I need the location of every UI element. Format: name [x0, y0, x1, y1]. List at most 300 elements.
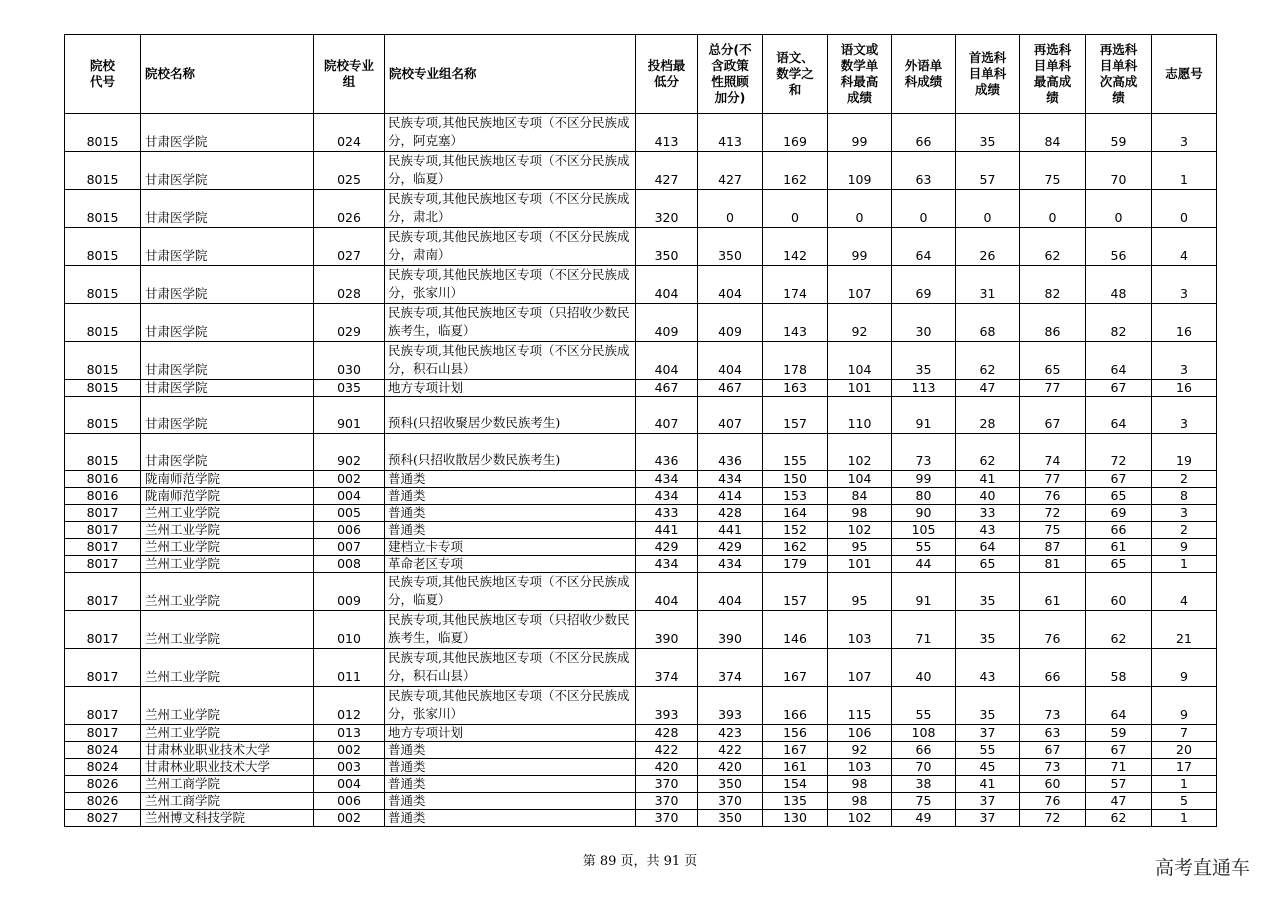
cell-major-group-name: 民族专项,其他民族地区专项（不区分民族成分，阿克塞）: [385, 114, 636, 152]
cell-foreign-language: 99: [892, 471, 956, 488]
cell-chinese-math-max: 102: [828, 522, 892, 539]
cell-school-name: 兰州工业学院: [141, 522, 314, 539]
cell-school-name: 甘肃林业职业技术大学: [141, 759, 314, 776]
cell-first-subject: 37: [956, 725, 1020, 742]
cell-total-score: 429: [698, 539, 763, 556]
cell-total-score: 422: [698, 742, 763, 759]
cell-volunteer-no: 3: [1152, 505, 1217, 522]
cell-major-group-name: 普通类: [385, 505, 636, 522]
table-row: [65, 114, 1217, 152]
cell-total-score: 413: [698, 114, 763, 152]
cell-chinese-math-max: 115: [828, 687, 892, 725]
cell-total-score: 427: [698, 152, 763, 190]
cell-major-group: 009: [314, 573, 385, 611]
cell-chinese-math-sum: 153: [763, 488, 828, 505]
cell-foreign-language: 30: [892, 304, 956, 342]
cell-chinese-math-sum: 167: [763, 742, 828, 759]
cell-school-name: 甘肃医学院: [141, 397, 314, 434]
cell-foreign-language: 105: [892, 522, 956, 539]
cell-reselect-max: 77: [1020, 471, 1086, 488]
cell-major-group-name: 民族专项,其他民族地区专项（不区分民族成分，肃北）: [385, 190, 636, 228]
cell-first-subject: 43: [956, 522, 1020, 539]
cell-total-score: 434: [698, 471, 763, 488]
cell-school-code: 8024: [65, 759, 141, 776]
table-row: [65, 505, 1217, 522]
cell-major-group-name: 预科(只招收散居少数民族考生): [385, 434, 636, 471]
cell-min-score: 370: [636, 810, 698, 827]
cell-first-subject: 41: [956, 471, 1020, 488]
cell-reselect-second: 66: [1086, 522, 1152, 539]
cell-school-name: 兰州工业学院: [141, 539, 314, 556]
cell-major-group: 005: [314, 505, 385, 522]
cell-min-score: 467: [636, 380, 698, 397]
cell-total-score: 407: [698, 397, 763, 434]
cell-min-score: 404: [636, 342, 698, 380]
cell-chinese-math-sum: 174: [763, 266, 828, 304]
table-row: [65, 742, 1217, 759]
cell-major-group: 003: [314, 759, 385, 776]
cell-major-group: 006: [314, 793, 385, 810]
cell-school-name: 甘肃医学院: [141, 228, 314, 266]
cell-school-name: 甘肃医学院: [141, 152, 314, 190]
cell-foreign-language: 66: [892, 114, 956, 152]
cell-reselect-second: 58: [1086, 649, 1152, 687]
cell-school-name: 甘肃林业职业技术大学: [141, 742, 314, 759]
cell-major-group-name: 普通类: [385, 793, 636, 810]
cell-volunteer-no: 16: [1152, 304, 1217, 342]
cell-reselect-max: 67: [1020, 397, 1086, 434]
cell-major-group-name: 民族专项,其他民族地区专项（不区分民族成分，临夏）: [385, 152, 636, 190]
cell-major-group: 027: [314, 228, 385, 266]
cell-volunteer-no: 1: [1152, 810, 1217, 827]
cell-major-group-name: 民族专项,其他民族地区专项（不区分民族成分，张家川）: [385, 687, 636, 725]
cell-chinese-math-max: 92: [828, 742, 892, 759]
cell-min-score: 428: [636, 725, 698, 742]
cell-total-score: 393: [698, 687, 763, 725]
table-row: [65, 304, 1217, 342]
cell-total-score: 428: [698, 505, 763, 522]
table-row: [65, 611, 1217, 649]
cell-reselect-second: 0: [1086, 190, 1152, 228]
cell-school-name: 兰州工业学院: [141, 573, 314, 611]
header-min-score: 投档最 低分: [636, 35, 698, 114]
table-row: [65, 190, 1217, 228]
table-row: [65, 152, 1217, 190]
cell-foreign-language: 80: [892, 488, 956, 505]
cell-school-code: 8026: [65, 793, 141, 810]
cell-major-group: 901: [314, 397, 385, 434]
cell-first-subject: 31: [956, 266, 1020, 304]
cell-foreign-language: 35: [892, 342, 956, 380]
cell-reselect-max: 76: [1020, 793, 1086, 810]
cell-total-score: 404: [698, 342, 763, 380]
cell-chinese-math-sum: 135: [763, 793, 828, 810]
cell-chinese-math-max: 84: [828, 488, 892, 505]
cell-foreign-language: 113: [892, 380, 956, 397]
cell-major-group: 012: [314, 687, 385, 725]
cell-first-subject: 35: [956, 687, 1020, 725]
cell-school-code: 8015: [65, 434, 141, 471]
cell-school-code: 8015: [65, 114, 141, 152]
cell-chinese-math-max: 99: [828, 114, 892, 152]
cell-first-subject: 62: [956, 434, 1020, 471]
cell-total-score: 390: [698, 611, 763, 649]
cell-foreign-language: 66: [892, 742, 956, 759]
cell-reselect-max: 87: [1020, 539, 1086, 556]
cell-major-group-name: 建档立卡专项: [385, 539, 636, 556]
header-school-name: 院校名称: [141, 35, 314, 114]
cell-reselect-second: 67: [1086, 471, 1152, 488]
cell-volunteer-no: 0: [1152, 190, 1217, 228]
cell-major-group-name: 民族专项,其他民族地区专项（不区分民族成分，肃南）: [385, 228, 636, 266]
cell-major-group: 026: [314, 190, 385, 228]
cell-total-score: 374: [698, 649, 763, 687]
cell-major-group-name: 普通类: [385, 742, 636, 759]
cell-volunteer-no: 4: [1152, 228, 1217, 266]
cell-reselect-max: 76: [1020, 611, 1086, 649]
table-row: [65, 649, 1217, 687]
cell-reselect-max: 61: [1020, 573, 1086, 611]
cell-total-score: 0: [698, 190, 763, 228]
table-row: [65, 793, 1217, 810]
table-row: [65, 759, 1217, 776]
cell-first-subject: 65: [956, 556, 1020, 573]
cell-reselect-second: 59: [1086, 114, 1152, 152]
table-row: [65, 471, 1217, 488]
table-row: [65, 776, 1217, 793]
cell-min-score: 390: [636, 611, 698, 649]
cell-min-score: 320: [636, 190, 698, 228]
cell-major-group-name: 革命老区专项: [385, 556, 636, 573]
cell-school-code: 8017: [65, 725, 141, 742]
cell-chinese-math-sum: 130: [763, 810, 828, 827]
table-row: [65, 573, 1217, 611]
table-row: [65, 522, 1217, 539]
cell-foreign-language: 44: [892, 556, 956, 573]
cell-foreign-language: 71: [892, 611, 956, 649]
cell-chinese-math-max: 110: [828, 397, 892, 434]
cell-reselect-second: 82: [1086, 304, 1152, 342]
table-row: [65, 342, 1217, 380]
cell-school-code: 8017: [65, 649, 141, 687]
header-reselect-second: 再选科 目单科 次高成 绩: [1086, 35, 1152, 114]
cell-chinese-math-max: 99: [828, 228, 892, 266]
cell-school-name: 兰州工商学院: [141, 776, 314, 793]
cell-chinese-math-max: 109: [828, 152, 892, 190]
cell-reselect-max: 86: [1020, 304, 1086, 342]
cell-volunteer-no: 20: [1152, 742, 1217, 759]
cell-major-group: 002: [314, 471, 385, 488]
cell-first-subject: 35: [956, 573, 1020, 611]
cell-reselect-second: 60: [1086, 573, 1152, 611]
cell-chinese-math-sum: 0: [763, 190, 828, 228]
cell-min-score: 370: [636, 793, 698, 810]
cell-reselect-max: 82: [1020, 266, 1086, 304]
cell-major-group: 028: [314, 266, 385, 304]
cell-major-group: 008: [314, 556, 385, 573]
page-footer: 第 89 页，共 91 页: [582, 854, 698, 869]
cell-chinese-math-max: 103: [828, 611, 892, 649]
cell-total-score: 409: [698, 304, 763, 342]
cell-school-code: 8024: [65, 742, 141, 759]
cell-major-group: 024: [314, 114, 385, 152]
cell-reselect-max: 63: [1020, 725, 1086, 742]
cell-chinese-math-max: 106: [828, 725, 892, 742]
cell-reselect-max: 67: [1020, 742, 1086, 759]
cell-major-group-name: 普通类: [385, 776, 636, 793]
cell-foreign-language: 38: [892, 776, 956, 793]
cell-min-score: 404: [636, 573, 698, 611]
cell-school-code: 8015: [65, 397, 141, 434]
cell-school-code: 8017: [65, 505, 141, 522]
cell-reselect-second: 59: [1086, 725, 1152, 742]
cell-major-group-name: 普通类: [385, 522, 636, 539]
cell-school-code: 8015: [65, 380, 141, 397]
cell-volunteer-no: 8: [1152, 488, 1217, 505]
cell-min-score: 407: [636, 397, 698, 434]
cell-school-code: 8027: [65, 810, 141, 827]
cell-chinese-math-max: 102: [828, 810, 892, 827]
cell-first-subject: 40: [956, 488, 1020, 505]
cell-reselect-second: 64: [1086, 397, 1152, 434]
cell-foreign-language: 0: [892, 190, 956, 228]
cell-reselect-max: 73: [1020, 687, 1086, 725]
cell-school-code: 8017: [65, 539, 141, 556]
cell-chinese-math-sum: 146: [763, 611, 828, 649]
cell-volunteer-no: 9: [1152, 687, 1217, 725]
cell-chinese-math-sum: 155: [763, 434, 828, 471]
cell-school-name: 兰州工业学院: [141, 687, 314, 725]
cell-school-code: 8017: [65, 556, 141, 573]
cell-chinese-math-sum: 156: [763, 725, 828, 742]
cell-min-score: 393: [636, 687, 698, 725]
cell-major-group: 902: [314, 434, 385, 471]
watermark: 高考直通车: [1154, 857, 1250, 879]
header-volunteer-no: 志愿号: [1152, 35, 1217, 114]
cell-first-subject: 62: [956, 342, 1020, 380]
cell-school-name: 甘肃医学院: [141, 434, 314, 471]
cell-chinese-math-sum: 169: [763, 114, 828, 152]
cell-volunteer-no: 21: [1152, 611, 1217, 649]
cell-school-code: 8015: [65, 190, 141, 228]
cell-volunteer-no: 19: [1152, 434, 1217, 471]
cell-reselect-second: 69: [1086, 505, 1152, 522]
cell-foreign-language: 49: [892, 810, 956, 827]
cell-major-group: 011: [314, 649, 385, 687]
cell-school-name: 甘肃医学院: [141, 380, 314, 397]
cell-first-subject: 33: [956, 505, 1020, 522]
cell-major-group: 035: [314, 380, 385, 397]
cell-chinese-math-max: 95: [828, 539, 892, 556]
cell-school-name: 兰州博文科技学院: [141, 810, 314, 827]
cell-chinese-math-sum: 163: [763, 380, 828, 397]
cell-volunteer-no: 17: [1152, 759, 1217, 776]
cell-reselect-max: 66: [1020, 649, 1086, 687]
cell-chinese-math-sum: 152: [763, 522, 828, 539]
cell-foreign-language: 73: [892, 434, 956, 471]
cell-major-group-name: 普通类: [385, 810, 636, 827]
cell-min-score: 350: [636, 228, 698, 266]
cell-first-subject: 45: [956, 759, 1020, 776]
cell-volunteer-no: 3: [1152, 266, 1217, 304]
cell-volunteer-no: 7: [1152, 725, 1217, 742]
cell-reselect-second: 65: [1086, 556, 1152, 573]
cell-foreign-language: 63: [892, 152, 956, 190]
cell-school-code: 8017: [65, 522, 141, 539]
table-body: [65, 114, 1217, 827]
cell-foreign-language: 91: [892, 397, 956, 434]
cell-first-subject: 0: [956, 190, 1020, 228]
cell-reselect-max: 0: [1020, 190, 1086, 228]
table-row: [65, 380, 1217, 397]
table-row: [65, 488, 1217, 505]
cell-school-code: 8017: [65, 687, 141, 725]
cell-school-code: 8015: [65, 152, 141, 190]
cell-first-subject: 55: [956, 742, 1020, 759]
cell-major-group-name: 民族专项,其他民族地区专项（只招收少数民族考生，临夏）: [385, 611, 636, 649]
cell-chinese-math-sum: 178: [763, 342, 828, 380]
cell-major-group-name: 地方专项计划: [385, 725, 636, 742]
cell-reselect-max: 76: [1020, 488, 1086, 505]
cell-total-score: 404: [698, 573, 763, 611]
cell-min-score: 409: [636, 304, 698, 342]
cell-min-score: 374: [636, 649, 698, 687]
cell-chinese-math-max: 107: [828, 649, 892, 687]
cell-major-group: 006: [314, 522, 385, 539]
cell-first-subject: 64: [956, 539, 1020, 556]
cell-reselect-second: 56: [1086, 228, 1152, 266]
cell-chinese-math-sum: 162: [763, 152, 828, 190]
cell-total-score: 420: [698, 759, 763, 776]
cell-total-score: 467: [698, 380, 763, 397]
cell-major-group-name: 民族专项,其他民族地区专项（只招收少数民族考生，临夏）: [385, 304, 636, 342]
cell-volunteer-no: 16: [1152, 380, 1217, 397]
cell-school-code: 8015: [65, 342, 141, 380]
cell-min-score: 427: [636, 152, 698, 190]
cell-chinese-math-sum: 150: [763, 471, 828, 488]
cell-reselect-max: 72: [1020, 505, 1086, 522]
cell-major-group: 025: [314, 152, 385, 190]
cell-chinese-math-max: 107: [828, 266, 892, 304]
cell-school-name: 甘肃医学院: [141, 190, 314, 228]
cell-chinese-math-max: 103: [828, 759, 892, 776]
cell-reselect-second: 57: [1086, 776, 1152, 793]
cell-total-score: 350: [698, 776, 763, 793]
cell-major-group-name: 地方专项计划: [385, 380, 636, 397]
table-row: [65, 397, 1217, 434]
header-major-group-name: 院校专业组名称: [385, 35, 636, 114]
table-row: [65, 266, 1217, 304]
table-row: [65, 434, 1217, 471]
cell-reselect-second: 65: [1086, 488, 1152, 505]
cell-major-group-name: 普通类: [385, 471, 636, 488]
cell-school-name: 兰州工业学院: [141, 505, 314, 522]
cell-min-score: 434: [636, 471, 698, 488]
cell-min-score: 420: [636, 759, 698, 776]
cell-reselect-second: 64: [1086, 687, 1152, 725]
cell-major-group: 010: [314, 611, 385, 649]
cell-school-code: 8015: [65, 228, 141, 266]
cell-major-group-name: 民族专项,其他民族地区专项（不区分民族成分，积石山县）: [385, 649, 636, 687]
cell-total-score: 434: [698, 556, 763, 573]
table-row: [65, 810, 1217, 827]
cell-reselect-second: 62: [1086, 611, 1152, 649]
table-row: [65, 725, 1217, 742]
header-chinese-math-max: 语文或 数学单 科最高 成绩: [828, 35, 892, 114]
cell-major-group: 013: [314, 725, 385, 742]
table-header-row: [65, 35, 1217, 114]
cell-volunteer-no: 4: [1152, 573, 1217, 611]
cell-first-subject: 43: [956, 649, 1020, 687]
cell-chinese-math-sum: 164: [763, 505, 828, 522]
cell-chinese-math-sum: 142: [763, 228, 828, 266]
cell-foreign-language: 69: [892, 266, 956, 304]
cell-volunteer-no: 3: [1152, 397, 1217, 434]
cell-reselect-max: 84: [1020, 114, 1086, 152]
cell-total-score: 404: [698, 266, 763, 304]
cell-foreign-language: 64: [892, 228, 956, 266]
cell-school-name: 甘肃医学院: [141, 266, 314, 304]
cell-total-score: 423: [698, 725, 763, 742]
cell-reselect-second: 67: [1086, 742, 1152, 759]
cell-school-name: 甘肃医学院: [141, 114, 314, 152]
cell-first-subject: 35: [956, 114, 1020, 152]
table-row: [65, 687, 1217, 725]
cell-min-score: 434: [636, 556, 698, 573]
cell-chinese-math-max: 101: [828, 556, 892, 573]
cell-reselect-second: 61: [1086, 539, 1152, 556]
cell-foreign-language: 75: [892, 793, 956, 810]
cell-reselect-max: 75: [1020, 152, 1086, 190]
cell-school-code: 8015: [65, 266, 141, 304]
cell-min-score: 434: [636, 488, 698, 505]
cell-school-name: 甘肃医学院: [141, 304, 314, 342]
cell-min-score: 404: [636, 266, 698, 304]
cell-volunteer-no: 1: [1152, 776, 1217, 793]
cell-chinese-math-sum: 157: [763, 573, 828, 611]
cell-major-group: 007: [314, 539, 385, 556]
cell-volunteer-no: 2: [1152, 471, 1217, 488]
cell-foreign-language: 55: [892, 539, 956, 556]
cell-foreign-language: 108: [892, 725, 956, 742]
cell-min-score: 370: [636, 776, 698, 793]
cell-chinese-math-max: 0: [828, 190, 892, 228]
cell-first-subject: 41: [956, 776, 1020, 793]
cell-major-group: 004: [314, 776, 385, 793]
cell-foreign-language: 91: [892, 573, 956, 611]
cell-total-score: 350: [698, 228, 763, 266]
cell-total-score: 350: [698, 810, 763, 827]
cell-total-score: 414: [698, 488, 763, 505]
header-school-code: 院校 代号: [65, 35, 141, 114]
cell-volunteer-no: 9: [1152, 649, 1217, 687]
cell-first-subject: 35: [956, 611, 1020, 649]
cell-major-group-name: 民族专项,其他民族地区专项（不区分民族成分，积石山县）: [385, 342, 636, 380]
cell-school-name: 陇南师范学院: [141, 471, 314, 488]
cell-reselect-second: 48: [1086, 266, 1152, 304]
cell-major-group: 004: [314, 488, 385, 505]
cell-first-subject: 37: [956, 793, 1020, 810]
header-reselect-max: 再选科 目单科 最高成 绩: [1020, 35, 1086, 114]
admission-score-table: [64, 34, 1217, 827]
cell-reselect-second: 71: [1086, 759, 1152, 776]
cell-volunteer-no: 2: [1152, 522, 1217, 539]
cell-reselect-second: 67: [1086, 380, 1152, 397]
cell-volunteer-no: 5: [1152, 793, 1217, 810]
cell-major-group-name: 预科(只招收聚居少数民族考生): [385, 397, 636, 434]
cell-major-group: 029: [314, 304, 385, 342]
cell-reselect-max: 77: [1020, 380, 1086, 397]
